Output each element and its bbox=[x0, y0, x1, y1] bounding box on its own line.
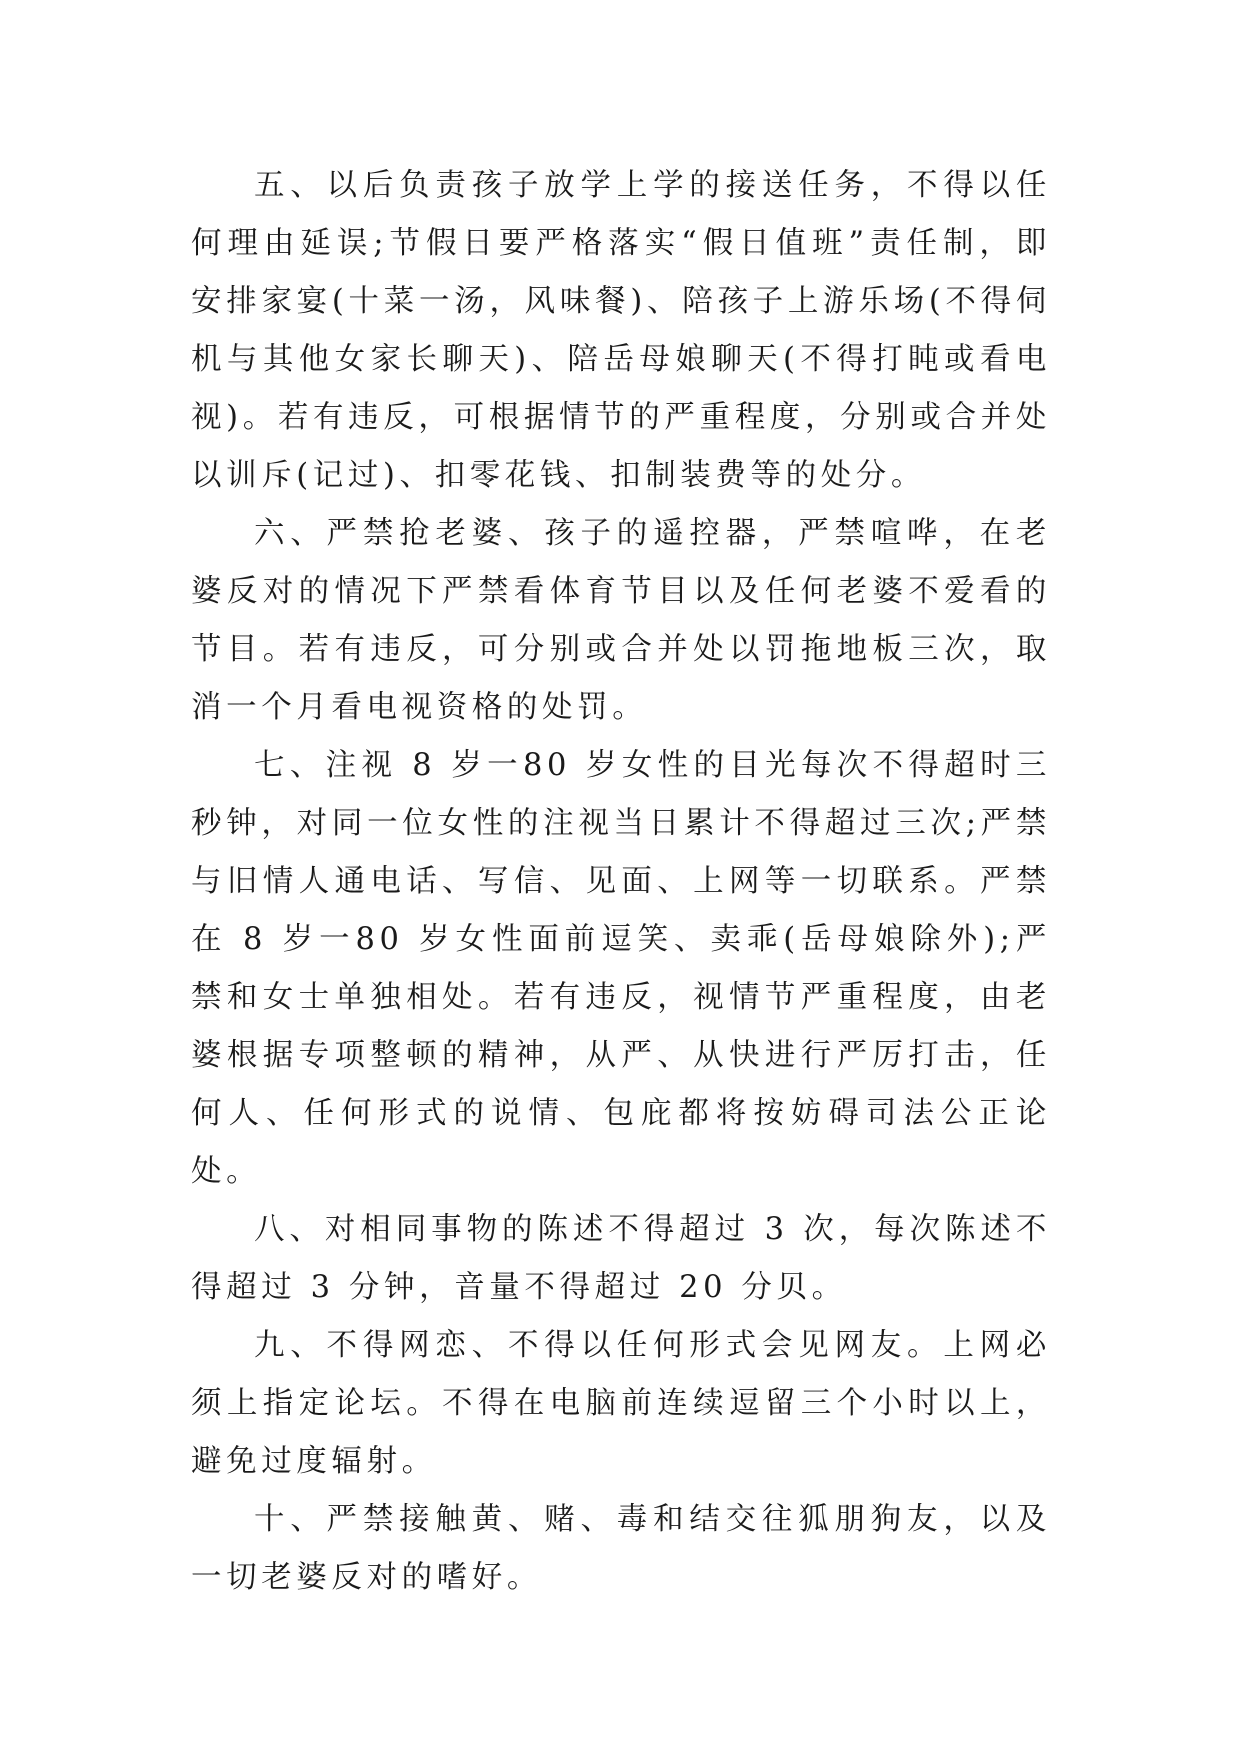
document-body bbox=[191, 157, 1051, 1607]
paragraph-6: 六、严禁抢老婆、孩子的遥控器，严禁喧哗，在老婆反对的情况下严禁看体育节目以及任何老婆不爱看的节目。若有违反，可分别或合并处以罚拖地板三次，取消一个月看电视资格的处罚。 bbox=[191, 516, 1051, 725]
paragraph-9: 九、不得网恋、不得以任何形式会见网友。上网必须上指定论坛。不得在电脑前连续逗留三个小时以上，避免过度辐射。 bbox=[191, 1328, 1051, 1479]
paragraph-5: 五、以后负责孩子放学上学的接送任务，不得以任何理由延误;节假日要严格落实“假日值班”责任制，即安排家宴(十菜一汤，风味餐)、陪孩子上游乐场(不得伺机与其他女家长聊天)、陪岳母娘聊天(不得打盹或看电视)。若有违反，可根据情节的严重程度，分别或合并处以训斥(记过)、扣零花钱、扣制装费等的处分。 bbox=[191, 168, 1051, 493]
paragraph-8: 八、对相同事物的陈述不得超过 3 次，每次陈述不得超过 3 分钟，音量不得超过 20 分贝。 bbox=[191, 1212, 1051, 1305]
paragraph-10: 十、严禁接触黄、赌、毒和结交往狐朋狗友，以及一切老婆反对的嗜好。 bbox=[191, 1502, 1051, 1595]
paragraph-7: 七、注视 8 岁一80 岁女性的目光每次不得超时三秒钟，对同一位女性的注视当日累计不得超过三次;严禁与旧情人通电话、写信、见面、上网等一切联系。严禁在 8 岁一80 岁女性面前逗笑、卖乖(岳母娘除外);严禁和女士单独相处。若有违反，视情节严重程度，由老婆根据专项整顿的精神，从严、从快进行严厉打击，任何人、任何形式的说情、包庇都将按妨碍司法公正论处。 bbox=[191, 748, 1051, 1189]
